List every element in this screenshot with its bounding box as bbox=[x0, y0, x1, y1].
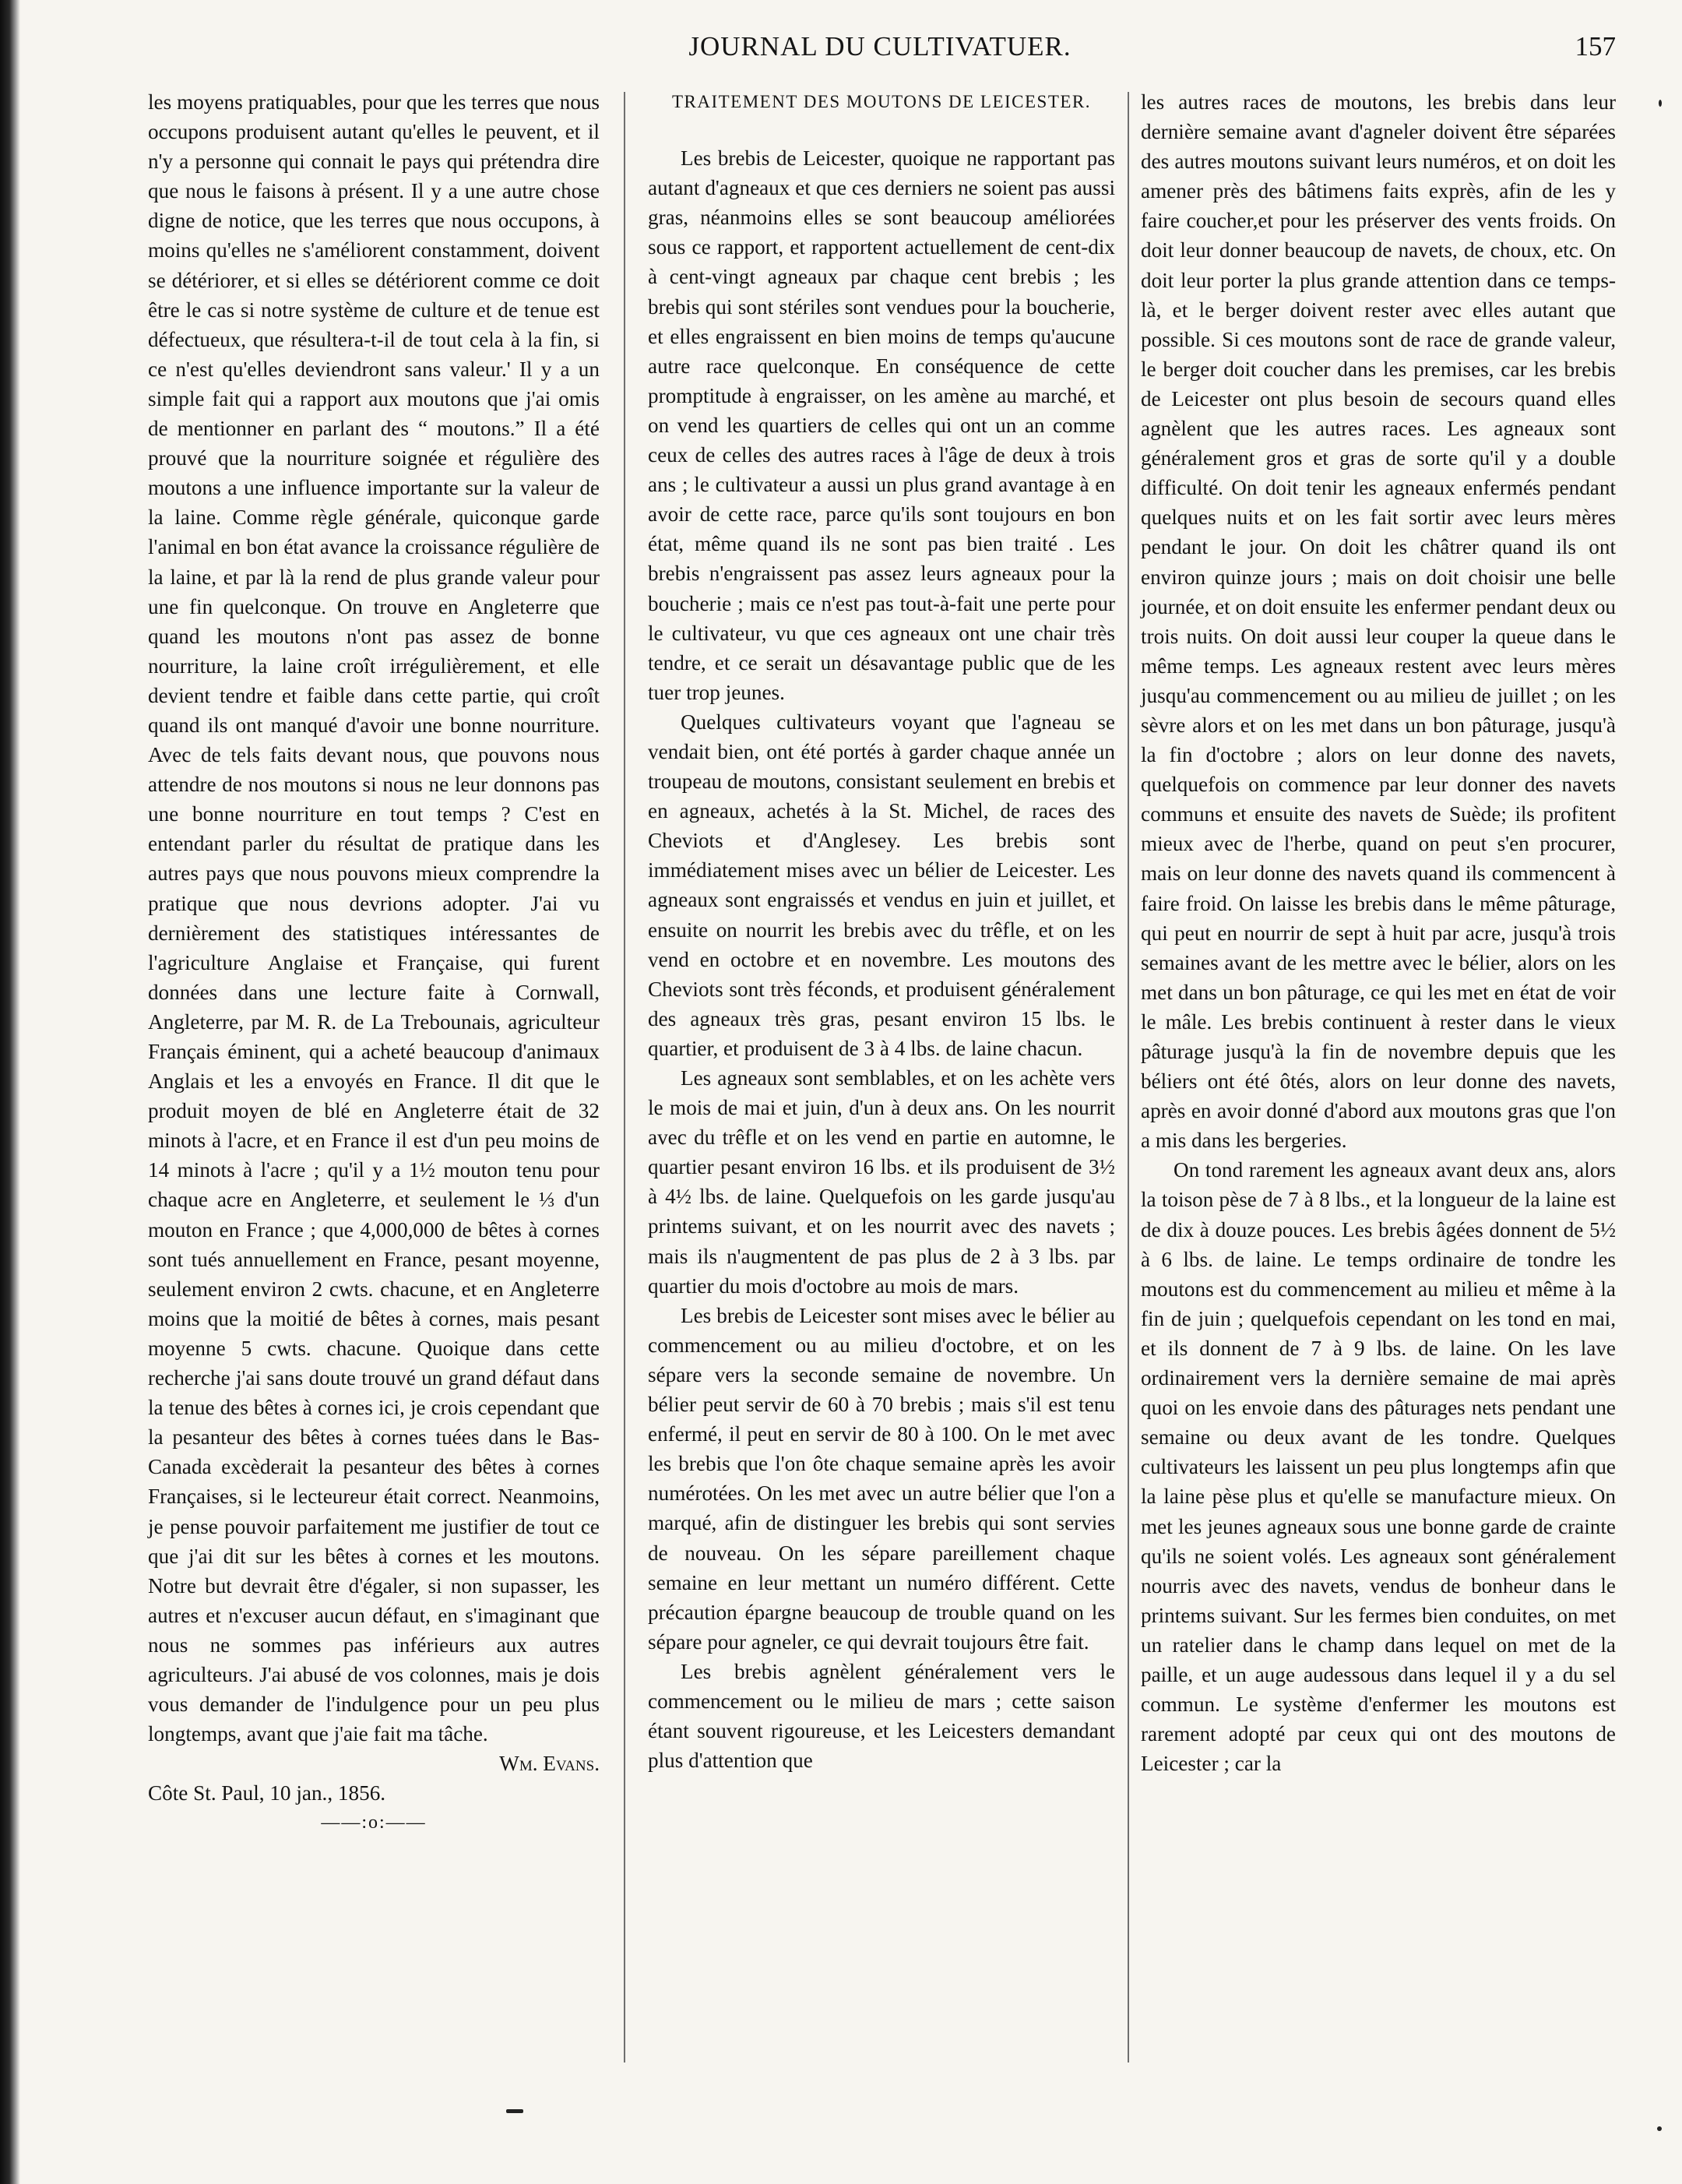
paragraph: Les brebis agnèlent généralement vers le commencement ou le milieu de mars ; cette saison étant souvent rigoureuse, et les Leicesters demandant plus d'attention que bbox=[648, 1659, 1115, 1773]
paragraph: Les agneaux sont semblables, et on les achète vers le mois de mai et juin, d'un à deux ans. On les nourrit avec du trêfle et on les vend en partie en automne, le quartier pesant environ 16 lbs. et ils produisent de 3½ à 4½ lbs. de laine. Quelquefois on les garde jusqu'au printems suivant, et on les nourrit avec des navets ; mais ils n'augmentent de pas plus de 2 à 3 lbs. par quartier du mois d'octobre au mois de mars. bbox=[648, 1066, 1115, 1298]
column-rule-left bbox=[624, 92, 625, 2062]
print-speck bbox=[1657, 2126, 1662, 2131]
paragraph: On tond rarement les agneaux avant deux ans, alors la toison pèse de 7 à 8 lbs., et la longueur de la laine est de dix à douze pouces. Les brebis âgées donnent de 5½ à 6 lbs. de laine. Le temps ordinaire de tondre les moutons est du commencement au milieu et même à la fin de juin ; quelquefois cependant on les tond en mai, et ils donnent de 7 à 9 lbs. de laine. On les lave ordinairement vers la dernière semaine de mai après quoi on les envoie dans des pâturages nets pendant une semaine ou deux avant de les tondre. Quelques cultivateurs les laissent un peu plus longtemps afin que la laine pèse plus et qu'elle se manufacture mieux. On met les jeunes agneaux sous une bonne garde de crainte qu'ils ne soient volés. Les agneaux sont généralement nourris avec des navets, vendus de bonheur dans le printems suivant. Sur les fermes bien conduites, on met un ratelier dans le champ dans lequel on met de la paille, et un auge audessous dans lequel il y a du sel commun. Le système d'enfermer les moutons est rarement adopté par ceux qui ont des moutons de Leicester ; car la bbox=[1141, 1158, 1616, 1776]
separator-ornament: ——:o:—— bbox=[321, 1812, 427, 1834]
page-header bbox=[0, 0, 1682, 86]
page-binding-edge bbox=[0, 0, 20, 2184]
paragraph: Quelques cultivateurs voyant que l'agneau se vendait bien, ont été portés à garder chaque année un troupeau de moutons, consistant seulement en brebis et en agneaux, achetés à la St. Michel, de races des Cheviots et d'Anglesey. Les brebis sont immédiatement mises avec un bélier de Leicester. Les agneaux sont engraissés et vendus en juin et juillet, et ensuite on nourrit les brebis avec du trêfle, et on les vend en octobre et en novembre. Les moutons des Cheviots sont très féconds, et produisent généralement des agneaux très gras, pesant environ 15 lbs. le quartier, et produisent de 3 à 4 lbs. de laine chacun. bbox=[648, 710, 1115, 1060]
section-heading: TRAITEMENT DES MOUTONS DE LEICESTER. bbox=[671, 92, 1092, 111]
dateline: Côte St. Paul, 10 jan., 1856. bbox=[148, 1781, 386, 1805]
column-middle bbox=[648, 87, 1115, 1775]
print-speck bbox=[506, 2109, 523, 2113]
print-speck bbox=[1659, 100, 1662, 107]
paragraph: les moyens pratiquables, pour que les terres que nous occupons produisent autant qu'elles le peuvent, et il n'y a personne qui connait le pays qui prétendra dire que nous le faisons à présent. Il y a une autre chose digne de notice, que les terres que nous occupons, à moins qu'elles ne s'améliorent constamment, doivent se détériorer, et si elles se détériorent comme ce doit être le cas si notre système de culture et de tenue est défectueux, que résultera-t-il de tout cela à la fin, si ce n'est qu'elles deviendront sans valeur.' Il y a un simple fait qui a rapport aux moutons que j'ai omis de mentionner en parlant des “ moutons.” Il a été prouvé que la nourriture soignée et régulière des moutons a une influence importante sur la valeur de la laine. Comme règle générale, quiconque garde l'animal en bon état avance la croissance régulière de la laine, et par là la rend de plus grande valeur pour une fin quelconque. On trouve en Angleterre que quand les moutons n'ont pas assez de bonne nourriture, la laine croît irrégulièrement, et elle devient tendre et faible dans cette partie, qui croît quand ils ont manqué d'avoir une bonne nourriture. Avec de tels faits devant nous, que pouvons nous attendre de nos moutons si nous ne leur donnons pas une bonne nourriture en tout temps ? C'est en entendant parler du résultat de pratique dans les autres pays que nous pouvons mieux comprendre la pratique que nous devrions adopter. J'ai vu dernièrement des statistiques intéressantes de l'agriculture Anglaise et Française, qui furent données dans une lecture faite à Cornwall, Angleterre, par M. R. de La Trebounais, agriculteur Français éminent, qui a acheté beaucoup d'animaux Anglais et les a envoyés en France. Il dit que le produit moyen de blé en Angleterre était de 32 minots à l'acre, et en France il est d'un peu moins de 14 minots à l'acre ; qu'il y a 1½ mouton tenu pour chaque acre en Angleterre, et seulement le ⅓ d'un mouton en France ; que 4,000,000 de bêtes à cornes sont tués annuellement en France, pesant moyenne, seulement environ 2 cwts. chacune, et en Angleterre moins que la moitié de bêtes à cornes, mais pesant moyenne 5 cwts. chacune. Quoique dans cette recherche j'ai sans doute trouvé un grand défaut dans la tenue des bêtes à cornes ici, je crois cependant que la pesanteur des bêtes à cornes tuées dans le Bas-Canada excèderait la pesanteur des bêtes à cornes Françaises, si le lecteureur était correct. Neanmoins, je pense pouvoir parfaitement me justifier de tout ce que j'ai dit sur les bêtes à cornes et les moutons. Notre but devrait être d'égaler, si non supasser, les autres et n'excuser aucun défaut, en s'imaginant que nous ne sommes pas inférieurs aux autres agriculteurs. J'ai abusé de vos colonnes, mais je dois vous demander de l'indulgence pour un peu plus longtemps, avant que j'aie fait ma tâche. bbox=[148, 90, 600, 1746]
paragraph: Les brebis de Leicester sont mises avec le bélier au commencement ou au milieu d'octobre, et on les sépare vers la seconde semaine de novembre. Un bélier peut servir de 60 à 70 brebis ; mais s'il est tenu enfermé, il peut en servir de 80 à 100. On le met avec les brebis que l'on ôte chaque semaine après les avoir numérotées. On les met avec un autre bélier que l'on a marqué, afin de distinguer les brebis qui sont servies de nouveau. On les sépare pareillement chaque semaine en leur mettant un numéro différent. Cette précaution épargne beaucoup de trouble quand on les sépare pour agneler, ce qui devrait toujours être fait. bbox=[648, 1303, 1115, 1654]
column-right bbox=[1141, 87, 1616, 1778]
column-left bbox=[148, 87, 600, 1838]
paragraph: Les brebis de Leicester, quoique ne rapportant pas autant d'agneaux et que ces derniers ne soient pas aussi gras, néanmoins elles se sont beaucoup améliorées sous ce rapport, et rapportent actuellement de cent-dix à cent-vingt agneaux par chaque cent brebis ; les brebis qui sont stériles sont vendues pour la boucherie, et elles engraissent en bien moins de temps qu'aucune autre race quelconque. En conséquence de cette promptitude à engraisser, on les amène au marché, et on vend les quartiers de celles qui ont un an comme ceux de celles des autres races à l'âge de deux à trois ans ; le cultivateur a aussi un plus grand avantage à en avoir de cette race, parce qu'ils sont toujours en bon état, même quand ils ne sont pas bien traité . Les brebis n'engraissent pas assez leurs agneaux pour la boucherie ; mais ce n'est pas tout-à-fait une perte pour le cultivateur, vu que ces agneaux ont une chair très tendre, et ce serait un désavantage public que de les tuer trop jeunes. bbox=[648, 146, 1115, 704]
column-rule-right bbox=[1128, 92, 1129, 2062]
page-number: 157 bbox=[1575, 31, 1616, 62]
author-signature: Wm. Evans. bbox=[499, 1752, 600, 1776]
paragraph: les autres races de moutons, les brebis dans leur dernière semaine avant d'agneler doivent être séparées des autres moutons suivant leurs numéros, et on doit les amener près des bâtimens faits exprès, afin de les y faire coucher,et pour les préserver des vents froids. On doit leur donner beaucoup de navets, de choux, etc. On doit leur porter la plus grande attention dans ce temps-là, et le berger doivent rester avec elles autant que possible. Si ces moutons sont de race de grande valeur, le berger doit coucher dans les premises, car les brebis de Leicester ont plus besoin de secours quand elles agnèlent que les autres races. Les agneaux sont généralement gros et gras de sorte qu'il y a double difficulté. On doit tenir les agneaux enfermés pendant quelques nuits et on les fait sortir avec leurs mères pendant le jour. On doit les châtrer quand ils ont environ quinze jours ; mais on doit choisir une belle journée, et on doit ensuite les enfermer pendant deux ou trois nuits. On doit aussi leur couper la queue dans le même temps. Les agneaux restent avec leurs mères jusqu'au commencement ou au milieu de juillet ; on les sèvre alors et on les met dans un bon pâturage, jusqu'à la fin d'octobre ; alors on leur donne des navets, quelquefois on commence par leur donner des navets communs et ensuite des navets de Suède; ils profitent mieux avec de l'herbe, quand on peut s'en procurer, mais on leur donne des navets quand ils commencent à faire froid. On laisse les brebis dans le même pâturage, qui peut en nourrir de sept à huit par acre, jusqu'à trois semaines avant de les mettre avec le bélier, alors on les met dans un bon pâturage, ce qui les met en état de voir le mâle. Les brebis continuent à rester dans le vieux pâturage jusqu'à la fin de novembre depuis que les béliers ont été ôtés, alors on leur donne des navets, après en avoir donné d'abord aux moutons gras que l'on a mis dans les bergeries. bbox=[1141, 90, 1617, 1153]
running-title: JOURNAL DU CULTIVATUER. bbox=[688, 31, 1071, 62]
